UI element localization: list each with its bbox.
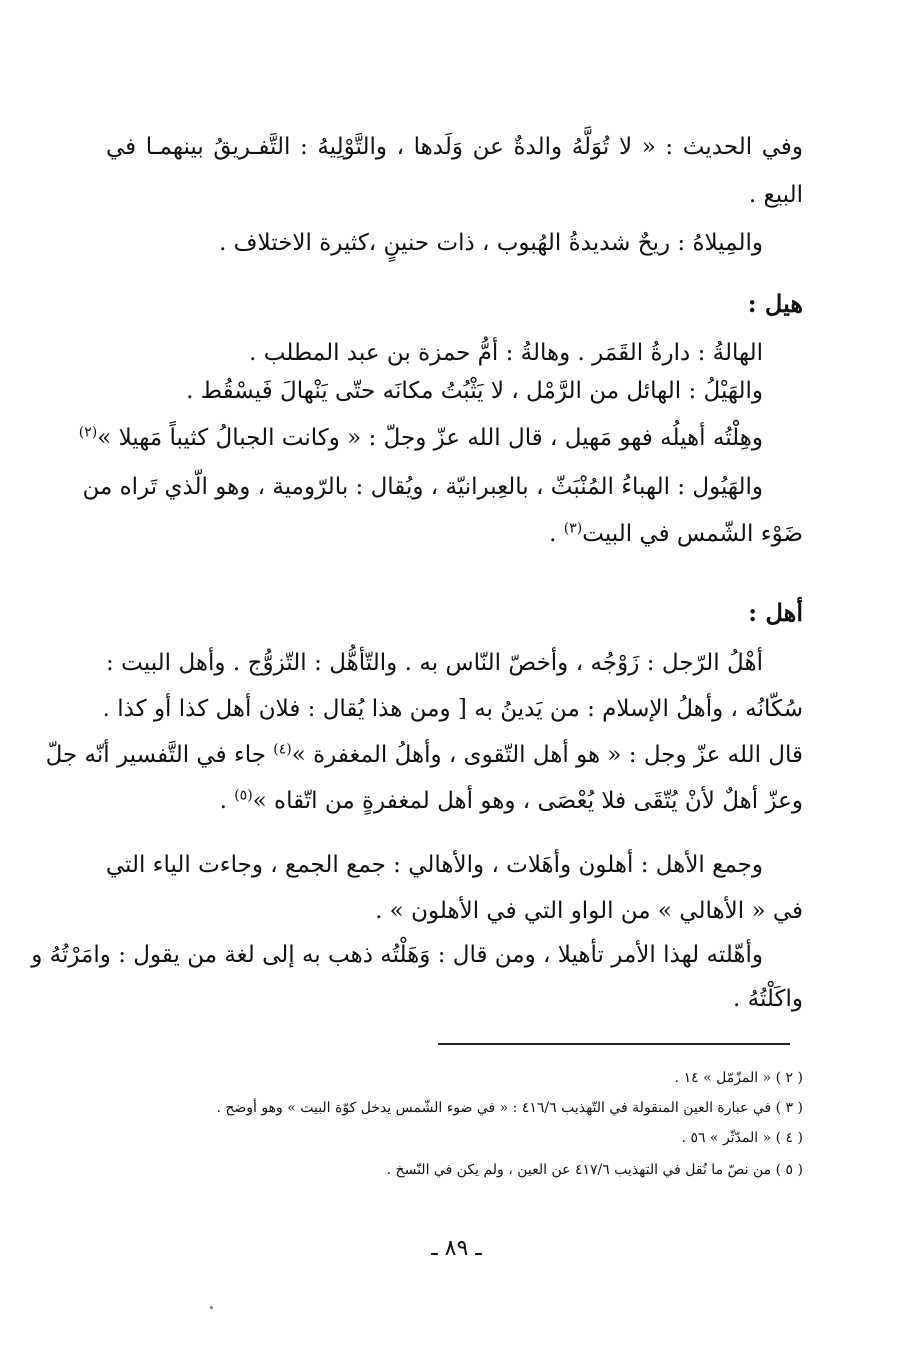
text-line-5: والهَيْلُ : الهائل من الرَّمْل ، لا يَثْبُتُ مكانَه حتّى يَنْهالَ فَيسْقُط . (186, 378, 763, 404)
text-line-12-main: وعزّ أهلٌ لأنْ يُتّقَى فلا يُعْصَى ، وهو أهل لمغفرةٍ من اتّقاه » (252, 788, 803, 814)
entry-heading-hil: هيل : (747, 289, 803, 318)
text-line-6-main: وهِلْتُه أهيلُه فهو مَهيل ، قال الله عزّ وجلّ : « وكانت الجبالُ كثيباً مَهيلا » (97, 425, 763, 451)
scan-speck (210, 1306, 213, 1309)
text-line-14: في « الأهالي » من الواو التي في الأهلون » . (375, 898, 803, 924)
text-line-8-main: ضَوْء الشّمس في البيت (582, 521, 803, 547)
footnote-ref-3: (٣) (563, 520, 583, 537)
footnote-2: ( ٢ ) « المزّمّل » ١٤ . (674, 1070, 803, 1086)
text-line-8-end: . (549, 521, 564, 547)
text-line-11-main: قال الله عزّ وجل : « هو أهل التّقوى ، وأهلُ المغفرة » (291, 742, 803, 768)
text-line-3: والمِيلاهُ : ريحٌ شديدةُ الهُبوب ، ذات حنينٍ ،كثيرة الاختلاف . (219, 230, 763, 256)
entry-heading-ahl: أهل : (748, 598, 803, 627)
text-line-7: والهَيُول : الهباءُ المُنْبَثّ ، بالعِبرانيّة ، ويُقال : بالرّومية ، وهو الّذي تَراه من (82, 474, 763, 500)
footnote-ref-2: (٢) (78, 424, 98, 441)
text-line-8 (549, 519, 803, 549)
footnote-5: ( ٥ ) من نصّ ما نُقل في التهذيب ٤١٧/٦ عن العين ، ولم يكن في النّسخ . (386, 1162, 803, 1178)
text-line-11 (45, 740, 803, 770)
text-line-6 (79, 423, 763, 453)
footnote-4: ( ٤ ) « المدّثّر » ٥٦ . (681, 1130, 803, 1146)
footnote-ref-5: (٥) (234, 787, 253, 804)
text-line-1: وفي الحديث : « لا تُوَلَّهُ والدةٌ عن وَلَدها ، والتَّوْلِيهُ : التَّفـريقُ بينهمـا في (106, 134, 803, 160)
text-line-4: الهالةُ : دارةُ القَمَر . وهالةُ : أمُّ حمزة بن عبد المطلب . (249, 340, 763, 366)
text-line-13: وجمع الأهل : أهلون وأهَلات ، والأهالي : جمع الجمع ، وجاءت الياء التي (105, 852, 763, 878)
text-line-10: سُكّانُه ، وأهلُ الإسلام : من يَدينُ به [ ومن هذا يُقال : فلان أهل كذا أو كذا . (102, 696, 803, 722)
text-line-11-end: جاء في التَّفسير أنّه جلّ (45, 742, 274, 768)
footnote-divider (438, 1043, 790, 1045)
footnote-3: ( ٣ ) في عبارة العين المنقولة في التّهذيب ٤١٦/٦ : « في ضوء الشّمس يدخل كوّة البيت » وهو أوضح . (216, 1100, 803, 1116)
text-line-16: واكَلْتُهُ . (733, 986, 803, 1012)
text-line-9: أهْلُ الرّجل : زَوْجُه ، وأخصّ النّاس به . والتّأهُّل : التّزوُّج . وأهل البيت : (106, 650, 763, 676)
text-line-15: وأهّلته لهذا الأمر تأهيلا ، ومن قال : وَهَلْتُه ذهب به إلى لغة من يقول : وامَرْتُهُ و (31, 942, 763, 968)
text-line-12 (220, 786, 803, 816)
text-line-12-end: . (219, 788, 235, 814)
text-line-2: البيع . (748, 182, 803, 208)
page-number: ـ ٨٩ ـ (431, 1236, 482, 1261)
footnote-ref-4: (٤) (273, 741, 292, 758)
